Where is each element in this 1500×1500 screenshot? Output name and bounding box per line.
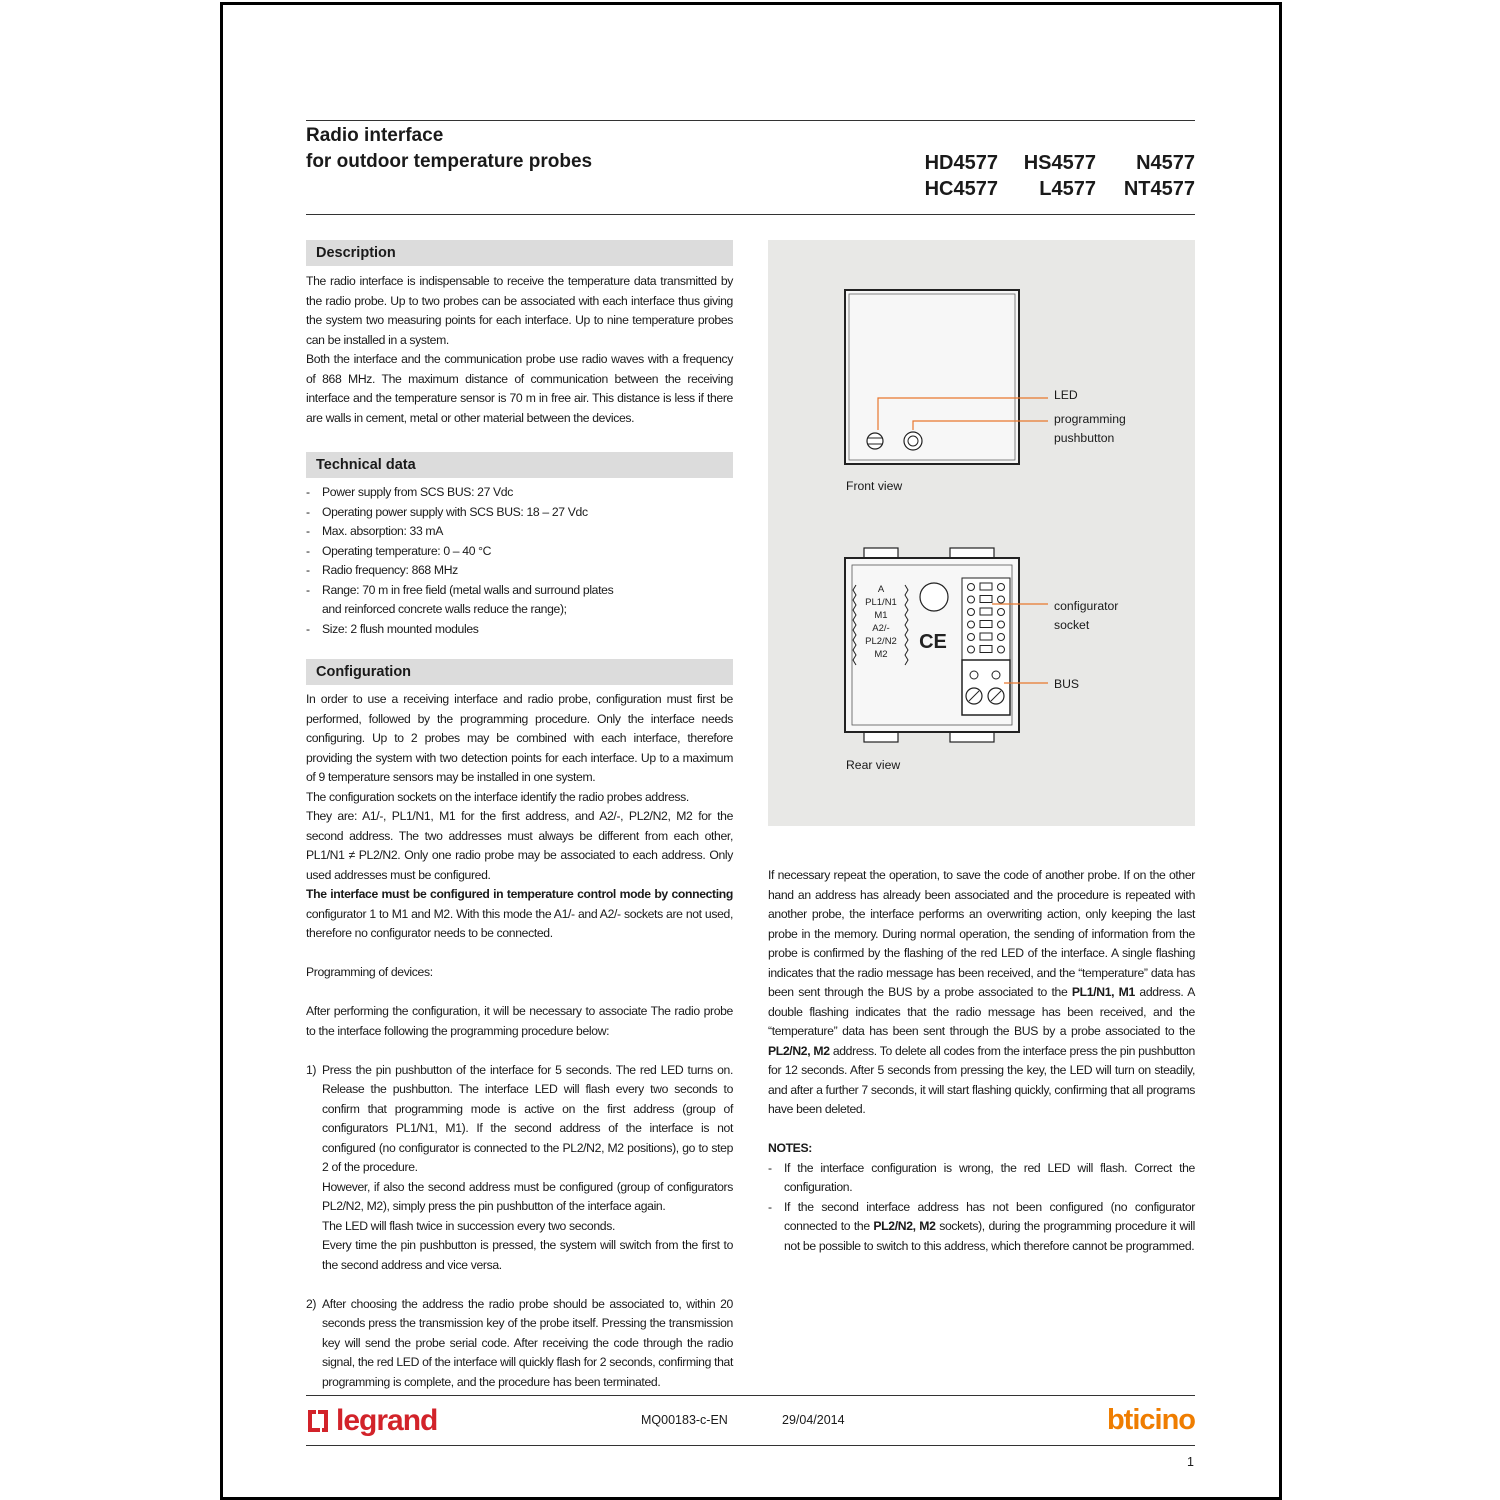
programming-label-line-1: programming: [1054, 412, 1126, 426]
description-para-2: Both the interface and the communication probe use radio waves with a frequency of 868 MHz. The maximum distance of communication between the receiving interface and the temperature sensor is 70 m in free air. This distance is less if there are walls in cement, metal or other material between the devices.: [306, 352, 733, 425]
step-2: [306, 1295, 733, 1393]
step-1-text-a: Press the pin pushbutton of the interface for 5 seconds. The red LED turns on. Release the pushbutton. The interface LED will flash every two seconds to confirm that programming mode is active on the first address (group of configurators PL1/N1, M1). If the second address of the interface is not configured (no configurator is connected to the PL2/N2, M2 positions), go to step 2 of the procedure.: [322, 1062, 733, 1174]
address-1-bold: PL1/N1, M1: [1071, 985, 1135, 999]
step-1-number: 1): [306, 1062, 317, 1077]
product-codes: [900, 150, 1195, 202]
front-view-caption: Front view: [846, 479, 903, 493]
legrand-wordmark: legrand: [336, 1404, 438, 1437]
configuration-para-4-rest: configurator 1 to M1 and M2. With this mode the A1/- and A2/- sockets are not used, therefore no configurator needs to be connected.: [306, 906, 733, 940]
operation-paragraph: [768, 866, 1195, 1120]
socket-slot: [980, 583, 992, 590]
title-line-2: for outdoor temperature probes: [306, 151, 593, 172]
step-1-text-d: Every time the pin pushbutton is pressed, the system will switch from the first to the second address and vice versa.: [322, 1238, 733, 1272]
note-2-bold: PL2/N2, M2: [873, 1219, 936, 1233]
operation-text-3: address. To delete all codes from the interface press the pin pushbutton for 12 seconds. After 5 seconds from pressing the key, the LED will turn on steadily, and after a further 7 seconds, it will start flashing quickly, confirming that all programs have been deleted.: [768, 1043, 1195, 1116]
list-item: - Power supply from SCS BUS: 27 Vdc: [306, 483, 626, 503]
section-heading-description: Description: [306, 240, 733, 266]
configurator-label-line-1: configurator: [1054, 599, 1119, 613]
step-1-text-c: The LED will flash twice in succession every two seconds.: [322, 1218, 615, 1233]
section-heading-configuration: Configuration: [306, 659, 733, 685]
operation-text-1: If necessary repeat the operation, to save the code of another probe. If on the other hand an address has already been associated and the procedure is repeated with another probe, the interface performs an overwriting action, only keeping the last probe in the memory. During normal operation, the sending of information from the probe is confirmed by the flashing of the red LED of the interface. A single flashing indicates that the radio message has been received, and the “temperature” data has been sent through the BUS by a probe associated to the: [768, 868, 1195, 999]
front-view-device: [845, 290, 1048, 464]
description-text: [306, 272, 733, 428]
rear-socket-label: A: [877, 584, 885, 595]
address-2-bold: PL2/N2, M2: [768, 1043, 830, 1058]
step-1-text-b: However, if also the second address must be configured (group of configurators PL2/N2, M2), simply press the pin pushbutton of the interface again.: [322, 1179, 733, 1213]
led-label: LED: [1054, 388, 1078, 402]
list-item: - Operating power supply with SCS BUS: 18 – 27 Vdc: [306, 503, 626, 523]
configurator-socket-label: [1054, 597, 1118, 635]
after-config-text: After performing the configuration, it will be necessary to associate The radio probe to the interface following the programming procedure below:: [306, 1004, 733, 1038]
page-title: [306, 123, 592, 175]
page-number: 1: [1187, 1455, 1194, 1469]
list-item: - Radio frequency: 868 MHz: [306, 561, 626, 581]
title-line-1: Radio interface: [306, 125, 444, 146]
legrand-logo: [306, 1403, 437, 1439]
description-para-1: The radio interface is indispensable to receive the temperature data transmitted by the radio probe. Up to two probes can be associated with each interface thus giving the system two measuring points for each interface. Up to nine temperature probes can be installed in a system.: [306, 274, 733, 347]
rear-socket-label: M1: [874, 610, 888, 621]
configuration-para-3: They are: A1/-, PL1/N1, M1 for the first address, and A2/-, PL2/N2, M2 for the second address. The two addresses must always be different from each other, PL1/N1 ≠ PL2/N2. Only one radio probe may be associated to each address. Only used addresses must be configured.: [306, 809, 733, 882]
socket-hole: [968, 584, 975, 591]
list-item: - Range: 70 m in free field (metal walls and surround plates and reinforced concrete walls reduce the range);: [306, 581, 626, 620]
step-2-number: 2): [306, 1296, 317, 1311]
programming-pushbutton-label: [1054, 410, 1126, 448]
notes-list: [768, 1159, 1195, 1257]
rear-socket-label: PL1/N1: [865, 597, 897, 608]
socket-hole: [998, 621, 1005, 628]
header-top-rule: [306, 120, 1195, 121]
code-l4577: L4577: [1039, 178, 1096, 200]
socket-hole: [998, 609, 1005, 616]
programming-label-line-2: pushbutton: [1054, 431, 1115, 445]
configurator-label-line-2: socket: [1054, 618, 1090, 632]
socket-slot: [980, 596, 992, 603]
bticino-logo: bticino: [1106, 1404, 1195, 1436]
footer-bottom-rule: [306, 1445, 1195, 1446]
notes-heading: NOTES:: [768, 1141, 812, 1155]
programming-title: Programming of devices:: [306, 965, 433, 979]
step-2-text: After choosing the address the radio probe should be associated to, within 20 seconds press the transmission key of the probe itself. Pressing the transmission key will send the probe serial code. After receiving the code through the radio signal, the red LED of the interface will quickly flash for 2 seconds, confirming that programming is complete, and the procedure has been terminated.: [322, 1296, 733, 1389]
rear-socket-label: PL2/N2: [865, 636, 897, 647]
socket-slot: [980, 621, 992, 628]
list-item: [768, 1198, 1195, 1257]
note-2-text-c: sockets), during the programming procedure it will not be possible to switch to this address, which therefore cannot be programmed.: [784, 1219, 1195, 1253]
socket-hole: [968, 596, 975, 603]
rear-socket-label: A2/-: [872, 623, 890, 634]
socket-slot: [980, 633, 992, 640]
socket-hole: [998, 634, 1005, 641]
note-2-text-a: If the second interface address has not been configured (no configurator connected to the: [784, 1199, 1195, 1233]
code-nt4577: NT4577: [1123, 178, 1195, 200]
socket-hole: [968, 646, 975, 653]
code-hc4577: HC4577: [924, 178, 998, 200]
socket-hole: [968, 609, 975, 616]
ce-mark: CE: [919, 631, 947, 653]
document-code: MQ00183-c-EN: [641, 1413, 728, 1427]
header-bottom-rule: [306, 214, 1195, 215]
document-date: 29/04/2014: [782, 1413, 845, 1427]
configuration-text: [306, 690, 733, 1392]
technical-data-list: [306, 483, 626, 639]
socket-slot: [980, 646, 992, 653]
list-item: - Max. absorption: 33 mA: [306, 522, 626, 542]
configuration-para-1: In order to use a receiving interface and radio probe, configuration must first be performed, followed by the programming procedure. Only the interface needs configuring. Up to 2 probes may be combined with each interface, therefore providing the system with two detection points for each interface. Up to a maximum of 9 temperature sensors may be installed in one system.: [306, 692, 733, 784]
socket-hole: [998, 646, 1005, 653]
socket-hole: [998, 584, 1005, 591]
socket-slot: [980, 608, 992, 615]
right-column-text: [768, 866, 1195, 1256]
socket-hole: [998, 596, 1005, 603]
socket-hole: [968, 621, 975, 628]
configuration-para-4: [306, 885, 733, 944]
list-item: - If the interface configuration is wrong, the red LED will flash. Correct the configuration.: [768, 1159, 1195, 1198]
list-item: - Operating temperature: 0 – 40 °C: [306, 542, 626, 562]
section-heading-technical-data: Technical data: [306, 452, 733, 478]
device-diagram: [768, 240, 1195, 826]
code-hs4577: HS4577: [1023, 152, 1096, 174]
list-item: - Size: 2 flush mounted modules: [306, 620, 626, 640]
operation-text-2: address. A double flashing indicates that the radio message has been received, and the “temperature” data has been sent through the BUS by a probe associated to the: [768, 985, 1195, 1038]
configuration-bold-text: The interface must be configured in temperature control mode by connecting: [306, 887, 733, 901]
configuration-para-2: The configuration sockets on the interface identify the radio probes address.: [306, 789, 689, 804]
footer-top-rule: [306, 1395, 1195, 1396]
rear-view-caption: Rear view: [846, 758, 901, 772]
code-n4577: N4577: [1136, 152, 1195, 174]
code-hd4577: HD4577: [924, 152, 998, 174]
bus-label: BUS: [1054, 677, 1080, 691]
socket-hole: [968, 634, 975, 641]
step-1: [306, 1061, 733, 1276]
rear-socket-label: M2: [874, 649, 888, 660]
legrand-mark-icon: [306, 1408, 330, 1434]
